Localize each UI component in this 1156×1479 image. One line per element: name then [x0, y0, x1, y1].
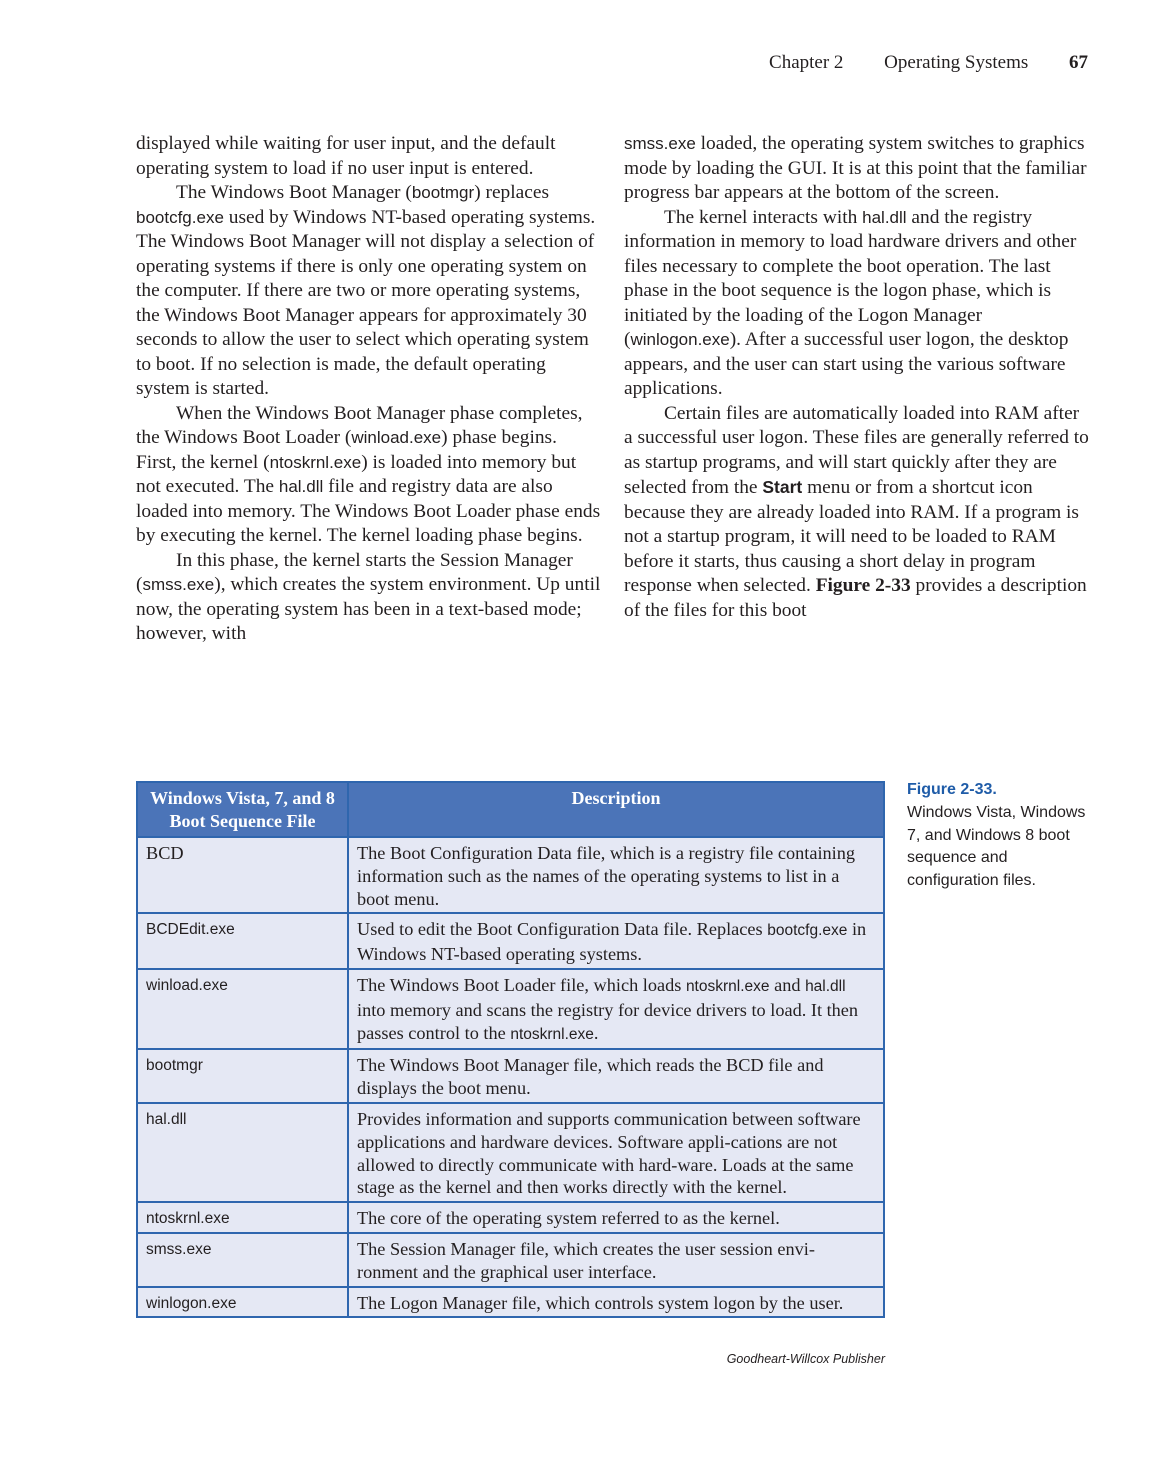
file-cell: BCD	[137, 837, 348, 913]
text: ) is loaded into memory but not executed. The	[136, 451, 577, 497]
text: and the registry information in memory to load hardware drivers and other files necessary to complete the boot operation. The last phase in the boot sequence is the logon phase, which is initiated by the loading of the Logon Manager (	[624, 206, 1077, 350]
text: ), which creates the system environment. Up until now, the operating system has been in a text-based mode; however, with	[136, 574, 601, 644]
table-row	[137, 913, 884, 969]
paragraph	[136, 181, 602, 402]
text: ). After a successful user logon, the desktop appears, and the user can start using the various software applications.	[624, 329, 1069, 399]
text: The Windows Boot Manager (	[176, 182, 412, 203]
text: The kernel interacts with	[664, 206, 863, 228]
text: used by Windows NT-based operating systems. The Windows Boot Manager will not display a selection of operating systems if there is only one operating system on the computer. If there are two or more operating systems, the Windows Boot Manager appears for approximately 30 seconds to allow the user to select which operating system to boot. If no selection is made, the default operating system is started.	[136, 206, 596, 399]
text: .	[593, 1022, 599, 1043]
filename: ntoskrnl.exe	[685, 977, 770, 995]
description-cell: The Boot Configuration Data file, which is a registry file containing information such as the names of the operating systems to list in a boot menu.	[348, 837, 884, 913]
file-cell: hal.dll	[137, 1103, 348, 1202]
file-cell: winlogon.exe	[137, 1287, 348, 1318]
page-number: 67	[1069, 52, 1088, 73]
figure-label: Figure 2-33.	[907, 781, 997, 798]
text: file and registry data are also loaded into memory. The Windows Boot Loader phase ends by executing the kernel. The kernel loading phase begins.	[136, 476, 601, 546]
paragraph	[624, 402, 1090, 624]
file-cell: BCDEdit.exe	[137, 913, 348, 969]
table-row	[137, 969, 884, 1049]
file-cell: bootmgr	[137, 1049, 348, 1103]
paragraph	[136, 549, 602, 647]
filename: bootcfg.exe	[136, 207, 224, 227]
filename: ntoskrnl.exe	[510, 1025, 594, 1043]
description-cell	[348, 913, 884, 969]
table-header-row	[137, 782, 884, 837]
ui-term: Start	[762, 477, 803, 497]
text: Certain files are automatically loaded into RAM after a successful user logon. These files are generally referred to as startup programs, and will start quickly after they are selected from the	[624, 402, 1089, 498]
file-cell: smss.exe	[137, 1233, 348, 1287]
boot-files-table	[136, 781, 885, 1318]
filename: bootcfg.exe	[767, 922, 848, 940]
filename: smss.exe	[624, 134, 696, 153]
filename: hal.dll	[862, 207, 907, 227]
description-cell: The Windows Boot Manager file, which reads the BCD file and displays the boot menu.	[348, 1049, 884, 1103]
text: menu or from a shortcut icon because they are already loaded into RAM. If a program is not a startup program, it will need to be loaded to RAM before it starts, thus causing a short delay in program response when selected.	[624, 477, 1079, 596]
table-row	[137, 837, 884, 913]
text: In this phase, the kernel starts the Session Manager (	[136, 549, 573, 595]
filename: smss.exe	[142, 575, 215, 594]
text: Used to edit the Boot Configuration Data file. Replaces	[357, 919, 768, 940]
text: ) replaces	[474, 182, 550, 203]
paragraph	[624, 206, 1090, 402]
filename: winlogon.exe	[630, 330, 730, 349]
header-description: Description	[348, 782, 884, 837]
text: into memory and scans the registry for device drivers to load. It then passes control to the	[357, 999, 859, 1043]
description-cell: The Session Manager file, which creates the user session envi-ronment and the graphical user interface.	[348, 1233, 884, 1287]
left-column	[136, 132, 602, 647]
table-row	[137, 1103, 884, 1202]
filename: ntoskrnl.exe	[269, 452, 362, 472]
paragraph	[136, 402, 602, 549]
text: ) phase begins. First, the kernel (	[136, 427, 557, 473]
description-cell: The Logon Manager file, which controls system logon by the user.	[348, 1287, 884, 1318]
publisher-credit: Goodheart-Willcox Publisher	[726, 1352, 885, 1366]
text: When the Windows Boot Manager phase completes, the Windows Boot Loader (	[136, 402, 583, 448]
paragraph: displayed while waiting for user input, and the default operating system to load if no user input is entered.	[136, 133, 556, 179]
filename: hal.dll	[278, 477, 324, 496]
chapter-title: Operating Systems	[884, 52, 1029, 73]
text: in Windows NT-based operating systems.	[357, 919, 867, 965]
text: provides a description of the files for this boot	[624, 575, 1087, 621]
running-head	[769, 52, 1088, 74]
file-cell: ntoskrnl.exe	[137, 1202, 348, 1233]
table-row	[137, 1202, 884, 1233]
file-cell: winload.exe	[137, 969, 348, 1049]
filename: hal.dll	[805, 977, 846, 995]
description-cell: Provides information and supports communication between software applications and hardware devices. Software appli-cations are not allowed to directly communicate with hard-ware. Loads at the same stage as the kernel and then works directly with the kernel.	[348, 1103, 884, 1202]
chapter-label: Chapter 2	[769, 52, 844, 73]
text: and	[769, 974, 806, 995]
filename: winload.exe	[351, 428, 442, 447]
right-column	[624, 132, 1090, 623]
table-row	[137, 1049, 884, 1103]
description-cell: The core of the operating system referred to as the kernel.	[348, 1202, 884, 1233]
text: loaded, the operating system switches to graphics mode by loading the GUI. It is at this point that the familiar progress bar appears at the bottom of the screen.	[624, 133, 1087, 203]
text: The Windows Boot Loader file, which loads	[357, 974, 686, 995]
caption-text: Windows Vista, Windows 7, and Windows 8 boot sequence and configuration files.	[907, 803, 1086, 890]
figure-caption	[907, 779, 1087, 893]
table-row	[137, 1233, 884, 1287]
figure-reference: Figure 2-33	[815, 575, 911, 596]
header-file: Windows Vista, 7, and 8 Boot Sequence File	[137, 782, 348, 837]
table-row	[137, 1287, 884, 1318]
filename: bootmgr	[411, 183, 475, 202]
description-cell	[348, 969, 884, 1049]
paragraph	[624, 132, 1090, 206]
